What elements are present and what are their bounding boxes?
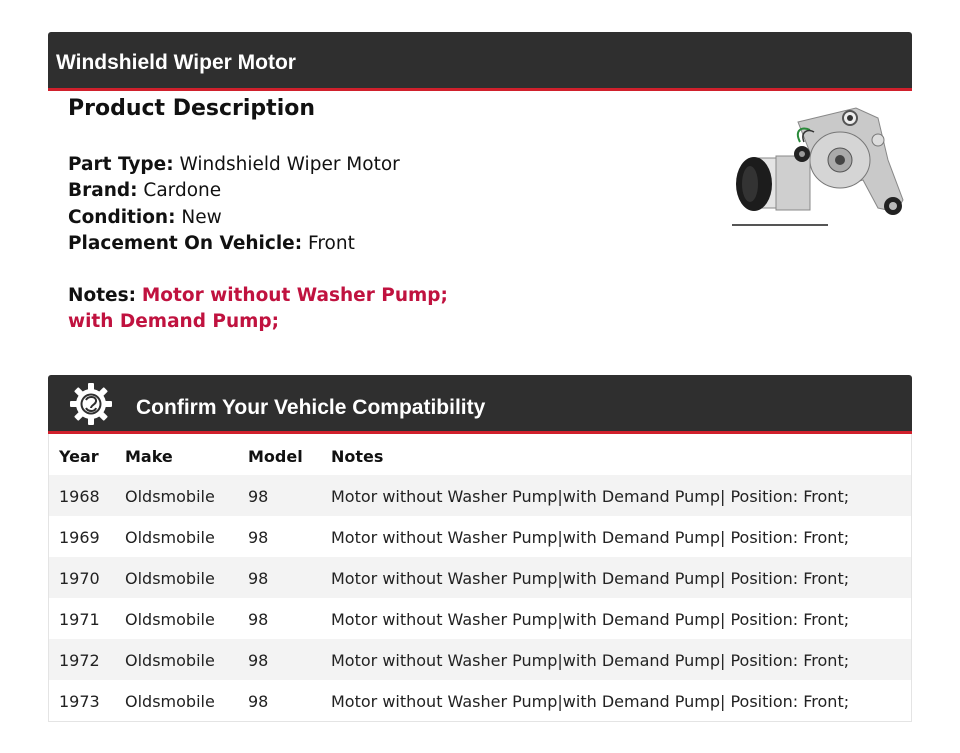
cell-make: Oldsmobile — [125, 651, 215, 670]
column-header-notes: Notes — [331, 447, 384, 466]
table-row — [49, 516, 911, 557]
cell-year: 1969 — [59, 528, 100, 547]
table-header-row — [49, 434, 911, 475]
cell-model: 98 — [248, 692, 269, 711]
table-row — [49, 557, 911, 598]
cell-model: 98 — [248, 610, 269, 629]
wiper-motor-image — [728, 100, 908, 230]
cell-model: 98 — [248, 569, 269, 588]
spec-brand — [68, 178, 400, 204]
cell-notes: Motor without Washer Pump|with Demand Pump| Position: Front; — [331, 692, 850, 711]
gear-icon — [69, 382, 113, 426]
spec-value: Front — [308, 232, 355, 254]
cell-make: Oldsmobile — [125, 528, 215, 547]
spec-label: Part Type: — [68, 154, 174, 175]
product-header — [48, 32, 912, 91]
spec-label: Condition: — [68, 206, 176, 228]
cell-model: 98 — [248, 528, 269, 547]
cell-model: 98 — [248, 651, 269, 670]
product-title: Windshield Wiper Motor — [56, 51, 296, 74]
cell-make: Oldsmobile — [125, 610, 215, 629]
spec-list — [68, 152, 400, 257]
cell-notes: Motor without Washer Pump|with Demand Pump| Position: Front; — [331, 651, 850, 670]
cell-year: 1968 — [59, 487, 100, 506]
spec-value: Windshield Wiper Motor — [179, 154, 400, 175]
spec-value: Cardone — [143, 180, 222, 202]
column-header-model: Model — [248, 447, 303, 466]
cell-model: 98 — [248, 487, 269, 506]
spec-label: Placement On Vehicle: — [68, 232, 303, 254]
table-row — [49, 475, 911, 516]
column-header-year: Year — [59, 447, 99, 466]
cell-notes: Motor without Washer Pump|with Demand Pump| Position: Front; — [331, 487, 850, 506]
compatibility-header — [48, 375, 912, 434]
cell-make: Oldsmobile — [125, 569, 215, 588]
cell-notes: Motor without Washer Pump|with Demand Pump| Position: Front; — [331, 569, 850, 588]
table-row — [49, 598, 911, 639]
notes-label: Notes: — [68, 285, 136, 306]
cell-year: 1972 — [59, 651, 100, 670]
spec-value: New — [181, 206, 222, 228]
column-header-make: Make — [125, 447, 173, 466]
notes-text-line2: with Demand Pump; — [68, 311, 280, 333]
cell-make: Oldsmobile — [125, 487, 215, 506]
cell-make: Oldsmobile — [125, 692, 215, 711]
cell-year: 1971 — [59, 610, 100, 629]
cell-notes: Motor without Washer Pump|with Demand Pump| Position: Front; — [331, 528, 850, 547]
table-row — [49, 680, 911, 721]
notes-text-line1: Motor without Washer Pump; — [141, 285, 448, 306]
cell-year: 1973 — [59, 692, 100, 711]
section-title-description: Product Description — [68, 96, 316, 121]
compatibility-title: Confirm Your Vehicle Compatibility — [136, 396, 486, 419]
spec-condition — [68, 205, 400, 231]
spec-label: Brand: — [68, 180, 138, 202]
table-row — [49, 639, 911, 680]
spec-placement — [68, 231, 400, 257]
spec-part-type — [68, 152, 400, 178]
cell-year: 1970 — [59, 569, 100, 588]
compatibility-table — [48, 434, 912, 722]
product-notes — [68, 283, 448, 336]
cell-notes: Motor without Washer Pump|with Demand Pump| Position: Front; — [331, 610, 850, 629]
